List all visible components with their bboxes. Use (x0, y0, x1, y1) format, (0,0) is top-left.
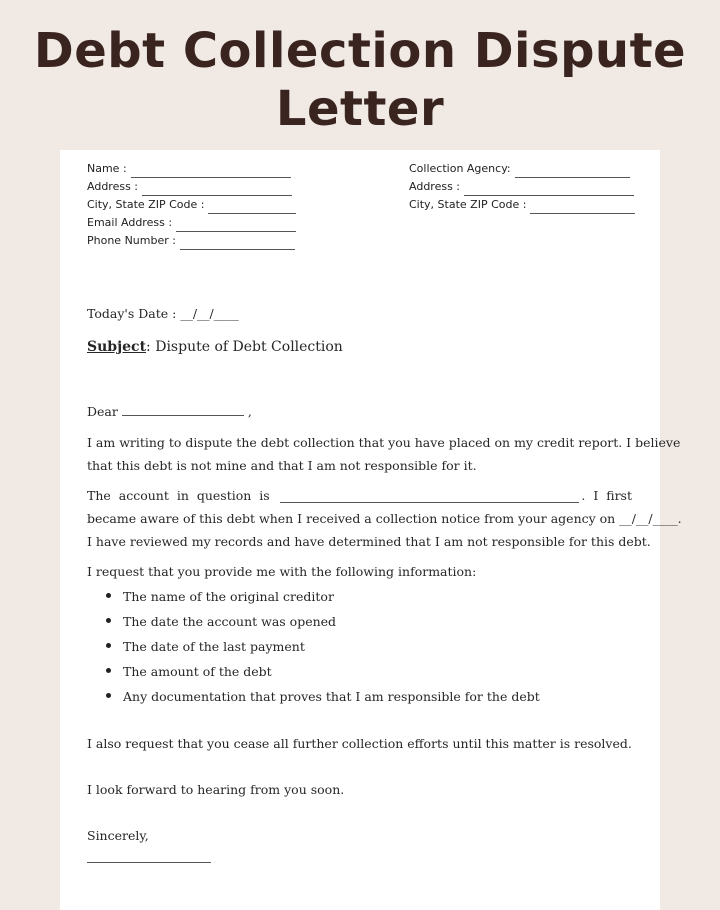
sender-email-label: Email Address : (87, 216, 173, 229)
agency-address-field[interactable] (464, 184, 634, 196)
list-item-text: The amount of the debt (123, 664, 272, 679)
list-item-text: The date of the last payment (123, 639, 305, 654)
list-item (106, 588, 540, 613)
agency-name-label: Collection Agency: (409, 162, 511, 175)
list-item (106, 688, 540, 713)
date-label: Today's Date : (87, 306, 177, 321)
sender-name-row (87, 160, 296, 178)
agency-city-field[interactable] (530, 202, 635, 214)
agency-city-row (409, 196, 635, 214)
subject-label: Subject (87, 339, 147, 355)
list-item-text: The date the account was opened (123, 614, 337, 629)
paragraph-2-line-2: became aware of this debt when I received a collection notice from your agency on __/__/____. (87, 511, 682, 526)
date-blank[interactable]: __/__/____ (180, 306, 239, 321)
bullet-icon (106, 668, 111, 673)
sender-phone-label: Phone Number : (87, 234, 176, 247)
greeting-line (87, 403, 252, 419)
request-list (106, 588, 540, 713)
list-item-text: Any documentation that proves that I am responsible for the debt (123, 689, 540, 704)
agency-address-row (409, 178, 635, 196)
agency-name-row (409, 160, 635, 178)
agency-address-label: Address : (409, 180, 461, 193)
bullet-icon (106, 618, 111, 623)
paragraph-2-line-3: I have reviewed my records and have determined that I am not responsible for this debt. (87, 534, 651, 549)
sender-name-field[interactable] (131, 166, 291, 178)
paragraph-2-line-1 (87, 488, 632, 503)
list-item (106, 638, 540, 663)
signoff: Sincerely, (87, 828, 149, 843)
sender-address-field[interactable] (142, 184, 292, 196)
cease-request: I also request that you cease all further collection efforts until this matter is resolved. (87, 736, 632, 751)
letter-sheet (60, 150, 682, 910)
page-title (0, 22, 720, 138)
closing-line: I look forward to hearing from you soon. (87, 782, 345, 797)
recipient-name-field[interactable] (122, 403, 244, 416)
sender-city-label: City, State ZIP Code : (87, 198, 205, 211)
greeting-word: Dear (87, 404, 118, 419)
sender-info-block (87, 160, 296, 250)
bullet-icon (106, 693, 111, 698)
sender-address-label: Address : (87, 180, 139, 193)
sender-phone-row (87, 232, 296, 250)
sender-email-row (87, 214, 296, 232)
list-item-text: The name of the original creditor (123, 589, 334, 604)
paragraph-1-line-1: I am writing to dispute the debt collection that you have placed on my credit report. I believe (87, 435, 681, 450)
agency-info-block (409, 160, 635, 214)
greeting-punct: , (247, 404, 252, 419)
request-intro: I request that you provide me with the following information: (87, 564, 477, 579)
subject-text: : Dispute of Debt Collection (146, 339, 343, 355)
title-line-1: Debt Collection Dispute (33, 23, 687, 79)
bullet-icon (106, 643, 111, 648)
account-label: The account in question is (87, 488, 270, 503)
sender-address-row (87, 178, 296, 196)
bullet-icon (106, 593, 111, 598)
agency-city-label: City, State ZIP Code : (409, 198, 527, 211)
sender-name-label: Name : (87, 162, 127, 175)
signature-field[interactable] (87, 862, 211, 863)
date-line (87, 306, 239, 321)
list-item (106, 613, 540, 638)
sender-phone-field[interactable] (180, 238, 295, 250)
subject-line (87, 339, 343, 355)
list-item (106, 663, 540, 688)
account-number-field[interactable] (280, 490, 580, 503)
sender-city-row (87, 196, 296, 214)
paragraph-2-line-1-end: . I first (581, 488, 632, 503)
title-line-2: Letter (275, 81, 445, 137)
sender-city-field[interactable] (208, 202, 296, 214)
paragraph-1-line-2: that this debt is not mine and that I am not responsible for it. (87, 458, 477, 473)
agency-name-field[interactable] (515, 166, 630, 178)
sender-email-field[interactable] (176, 220, 296, 232)
